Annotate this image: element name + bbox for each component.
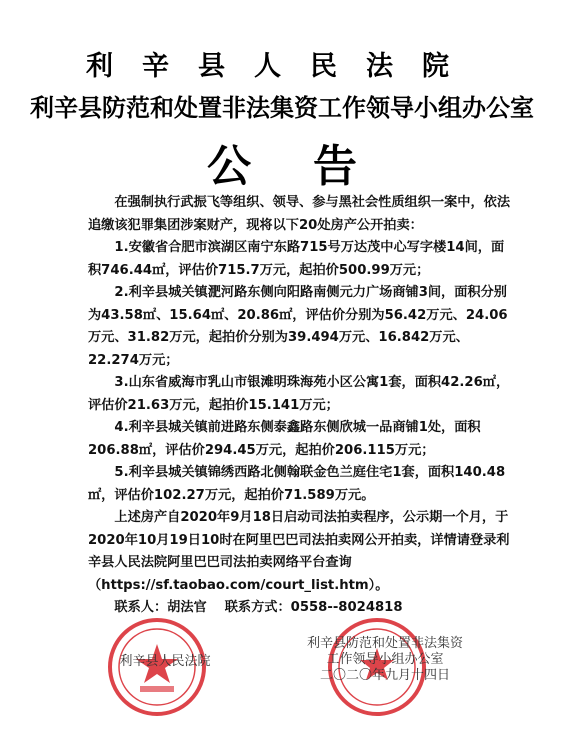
intro-paragraph: 在强制执行武振飞等组织、领导、参与黑社会性质组织一案中，依法追缴该犯罪集团涉案财产，现将以下20处房产公开拍卖： bbox=[88, 195, 511, 233]
office-signature-line2: 工作领导小组办公室 bbox=[326, 652, 444, 667]
notice-body bbox=[88, 192, 512, 620]
signature-date: 二〇二〇年九月十四日 bbox=[319, 668, 450, 683]
property-item-4: 4.利辛县城关镇前进路东侧泰鑫路东侧欣城一品商铺1处，面积206.88㎡，评估价294.45万元，起拍价206.115万元； bbox=[88, 420, 481, 458]
office-name: 利辛县防范和处置非法集资工作领导小组办公室 bbox=[30, 93, 534, 122]
property-item-3: 3.山东省威海市乳山市银滩明珠海苑小区公寓1套，面积42.26㎡，评估价21.63万元，起拍价15.141万元； bbox=[88, 375, 510, 413]
property-item-1: 1.安徽省合肥市滨湖区南宁东路715号万达茂中心写字楼14间，面积746.44㎡，评估价715.7万元，起拍价500.99万元； bbox=[88, 240, 505, 278]
court-name: 利辛县人民法院 bbox=[86, 51, 478, 82]
contact-phone: 联系方式：0558--8024818 bbox=[224, 600, 403, 615]
notice-title: 公告 bbox=[207, 141, 419, 192]
contact-person: 联系人：胡法官 bbox=[114, 600, 207, 615]
procedure-paragraph: 上述房产自2020年9月18日启动司法拍卖程序，公示期一个月，于2020年10月19日10时在阿里巴巴司法拍卖网公开拍卖，详情请登录利辛县人民法院阿里巴巴司法拍卖网络平台查询（https://sf.taobao.com/court_list.htm）。 bbox=[88, 510, 510, 593]
court-signature: 利辛县人民法院 bbox=[119, 654, 211, 669]
property-item-2: 2.利辛县城关镇淝河路东侧向阳路南侧元力广场商铺3间，面积分别为43.58㎡、15.64㎡、20.86㎡，评估价分别为56.42万元、24.06万元、31.82万元，起拍价分别为39.494万元、16.842万元、22.274万元； bbox=[88, 285, 508, 368]
office-signature-line1: 利辛县防范和处置非法集资 bbox=[306, 636, 463, 651]
contact-line bbox=[88, 597, 512, 620]
office-signature bbox=[280, 636, 490, 684]
property-item-5: 5.利辛县城关镇锦绣西路北侧翰联金色兰庭住宅1套，面积140.48㎡，评估价102.27万元，起拍价71.589万元。 bbox=[88, 465, 506, 503]
